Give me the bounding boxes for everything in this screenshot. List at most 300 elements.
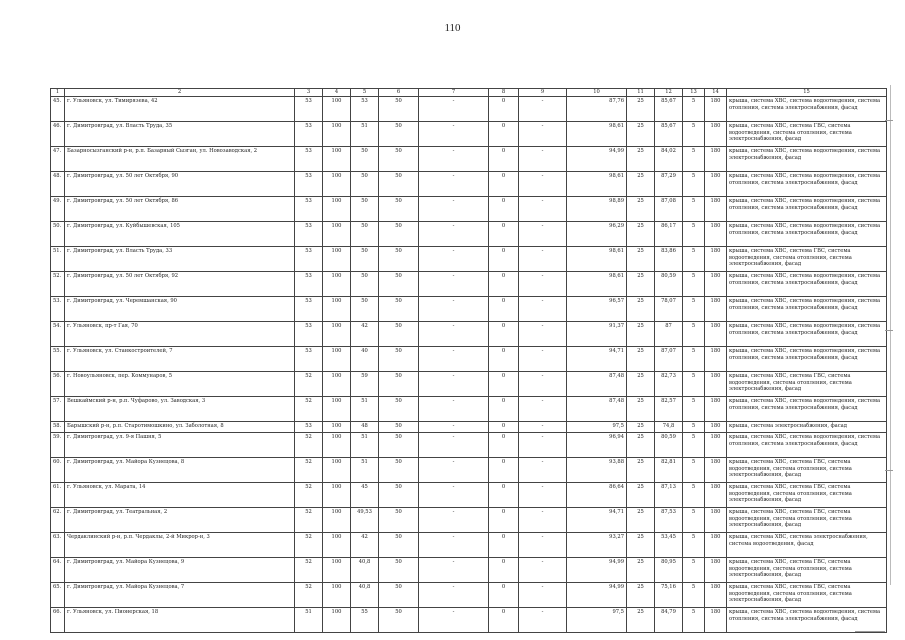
cell-c11: 25 [627, 247, 655, 272]
cell-c5: 40,8 [351, 583, 379, 608]
cell-work: крыша, система ХВС, система водоотведения, система отопления, система электроснабжения, фасад [727, 608, 887, 633]
cell-c13: 5 [683, 372, 705, 397]
cell-c14: 180 [705, 433, 727, 458]
cell-c3: 53 [295, 197, 323, 222]
cell-n: 47. [51, 147, 65, 172]
cell-addr: г. Ульяновск, ул. Пионерская, 18 [65, 608, 295, 633]
cell-c6: 50 [379, 422, 419, 433]
cell-c10: 97,5 [567, 608, 627, 633]
cell-c3: 52 [295, 583, 323, 608]
cell-c12: 84,02 [655, 147, 683, 172]
cell-c13: 5 [683, 122, 705, 147]
cell-n: 52. [51, 272, 65, 297]
cell-c5: 48 [351, 422, 379, 433]
cell-c10: 94,99 [567, 147, 627, 172]
cell-c5: 50 [351, 247, 379, 272]
cell-c4: 100 [323, 197, 351, 222]
cell-c7: - [419, 558, 489, 583]
cell-c10: 94,99 [567, 558, 627, 583]
cell-c12: 87,07 [655, 347, 683, 372]
cell-n: 62. [51, 508, 65, 533]
cell-c4: 100 [323, 533, 351, 558]
cell-c11: 25 [627, 583, 655, 608]
cell-c6: 50 [379, 397, 419, 422]
cell-c13: 5 [683, 97, 705, 122]
cell-c14: 180 [705, 222, 727, 247]
cell-c14: 180 [705, 297, 727, 322]
cell-c14: 180 [705, 397, 727, 422]
cell-c4: 100 [323, 147, 351, 172]
margin-mark [885, 330, 893, 331]
cell-c3: 53 [295, 122, 323, 147]
cell-c11: 25 [627, 122, 655, 147]
cell-n: 45. [51, 97, 65, 122]
table-row [51, 608, 887, 633]
cell-c12: 80,95 [655, 558, 683, 583]
cell-c12: 87,08 [655, 197, 683, 222]
cell-c3: 52 [295, 483, 323, 508]
cell-c13: 5 [683, 172, 705, 197]
header-cell: 12 [655, 89, 683, 97]
cell-addr: Базарносызганский р-н, р.п. Базарный Сызган, ул. Новозаводская, 2 [65, 147, 295, 172]
cell-work: крыша, система ХВС, система водоотведения, система отопления, система электроснабжения, фасад [727, 197, 887, 222]
cell-addr: г. Димитровград, ул. Театральная, 2 [65, 508, 295, 533]
cell-work: крыша, система ХВС, система водоотведения, система электроснабжения, фасад [727, 147, 887, 172]
cell-c14: 180 [705, 247, 727, 272]
cell-c12: 87,13 [655, 483, 683, 508]
header-cell: 11 [627, 89, 655, 97]
cell-c9: - [519, 247, 567, 272]
cell-c9: - [519, 347, 567, 372]
cell-c8: 0 [489, 558, 519, 583]
cell-n: 63. [51, 533, 65, 558]
header-cell: 15 [727, 89, 887, 97]
cell-addr: г. Димитровград, ул. Куйбышевская, 105 [65, 222, 295, 247]
cell-c9: - [519, 97, 567, 122]
cell-c14: 180 [705, 122, 727, 147]
header-cell: 5 [351, 89, 379, 97]
cell-c8: 0 [489, 272, 519, 297]
cell-c4: 100 [323, 483, 351, 508]
cell-c12: 82,81 [655, 458, 683, 483]
cell-c14: 180 [705, 372, 727, 397]
cell-addr: г. Ульяновск, ул. Марата, 14 [65, 483, 295, 508]
cell-c13: 5 [683, 347, 705, 372]
table-row [51, 122, 887, 147]
cell-addr: Чердаклинский р-н, р.п. Чердаклы, 2-й Микрор-н, 3 [65, 533, 295, 558]
cell-c10: 94,99 [567, 583, 627, 608]
cell-c11: 25 [627, 172, 655, 197]
cell-n: 57. [51, 397, 65, 422]
cell-c5: 50 [351, 197, 379, 222]
cell-c5: 59 [351, 372, 379, 397]
cell-work: крыша, система электроснабжения, фасад [727, 422, 887, 433]
cell-c10: 87,48 [567, 397, 627, 422]
cell-c13: 5 [683, 297, 705, 322]
table-row [51, 533, 887, 558]
cell-c4: 100 [323, 583, 351, 608]
cell-n: 59. [51, 433, 65, 458]
cell-c14: 180 [705, 558, 727, 583]
cell-n: 50. [51, 222, 65, 247]
cell-work: крыша, система ХВС, система электроснабжения, система водоотведения, фасад [727, 533, 887, 558]
cell-c3: 53 [295, 422, 323, 433]
cell-work: крыша, система ХВС, система водоотведения, система отопления, система электроснабжения, фасад [727, 397, 887, 422]
cell-n: 46. [51, 122, 65, 147]
cell-c5: 51 [351, 458, 379, 483]
cell-c9: - [519, 372, 567, 397]
cell-c7: - [419, 272, 489, 297]
cell-c7: - [419, 433, 489, 458]
cell-c11: 25 [627, 197, 655, 222]
header-cell: 7 [419, 89, 489, 97]
cell-n: 60. [51, 458, 65, 483]
cell-c8: 0 [489, 197, 519, 222]
cell-c11: 25 [627, 372, 655, 397]
cell-c3: 52 [295, 433, 323, 458]
cell-c6: 50 [379, 558, 419, 583]
cell-addr: г. Ульяновск, пр-т Гая, 70 [65, 322, 295, 347]
cell-c7: - [419, 222, 489, 247]
cell-c9: - [519, 433, 567, 458]
cell-c10: 97,5 [567, 422, 627, 433]
cell-c5: 42 [351, 322, 379, 347]
cell-c3: 52 [295, 372, 323, 397]
cell-c13: 5 [683, 558, 705, 583]
cell-c3: 53 [295, 147, 323, 172]
cell-c4: 100 [323, 122, 351, 147]
cell-c14: 180 [705, 147, 727, 172]
cell-c4: 100 [323, 458, 351, 483]
cell-c8: 0 [489, 122, 519, 147]
cell-c7: - [419, 422, 489, 433]
cell-addr: г. Димитровград, ул. 9-я Пашня, 5 [65, 433, 295, 458]
cell-c7: - [419, 458, 489, 483]
cell-c4: 100 [323, 222, 351, 247]
cell-c4: 100 [323, 272, 351, 297]
header-cell: 3 [295, 89, 323, 97]
cell-c12: 78,07 [655, 297, 683, 322]
cell-work: крыша, система ХВС, система водоотведения, система отопления, система электроснабжения, фасад [727, 322, 887, 347]
cell-c11: 25 [627, 272, 655, 297]
cell-c11: 25 [627, 533, 655, 558]
table-row [51, 397, 887, 422]
cell-c10: 87,76 [567, 97, 627, 122]
cell-addr: г. Димитровград, ул. Майора Кузнецова, 9 [65, 558, 295, 583]
cell-c5: 42 [351, 533, 379, 558]
cell-c7: - [419, 372, 489, 397]
cell-c11: 25 [627, 422, 655, 433]
cell-c14: 180 [705, 347, 727, 372]
cell-c9: - [519, 458, 567, 483]
cell-c10: 98,61 [567, 247, 627, 272]
table-row [51, 433, 887, 458]
cell-c8: 0 [489, 583, 519, 608]
header-cell: 1 [51, 89, 65, 97]
cell-c8: 0 [489, 458, 519, 483]
cell-c11: 25 [627, 347, 655, 372]
cell-c4: 100 [323, 247, 351, 272]
header-cell: 6 [379, 89, 419, 97]
cell-work: крыша, система ХВС, система водоотведения, система отопления, система электроснабжения, фасад [727, 347, 887, 372]
cell-c9: - [519, 533, 567, 558]
header-cell: 9 [519, 89, 567, 97]
cell-addr: г. Новоульяновск, пер. Коммунаров, 5 [65, 372, 295, 397]
cell-n: 64. [51, 558, 65, 583]
cell-c4: 100 [323, 297, 351, 322]
cell-c5: 50 [351, 147, 379, 172]
table-row [51, 272, 887, 297]
cell-addr: г. Димитровград, ул. 50 лет Октября, 92 [65, 272, 295, 297]
cell-work: крыша, система ХВС, система водоотведения, система отопления, система электроснабжения, фасад [727, 222, 887, 247]
cell-c12: 85,67 [655, 122, 683, 147]
cell-c11: 25 [627, 458, 655, 483]
cell-c6: 50 [379, 172, 419, 197]
cell-c4: 100 [323, 608, 351, 633]
table-row [51, 347, 887, 372]
cell-work: крыша, система ХВС, система водоотведения, система отопления, система электроснабжения, фасад [727, 272, 887, 297]
cell-c11: 25 [627, 97, 655, 122]
cell-c14: 180 [705, 322, 727, 347]
cell-c13: 5 [683, 147, 705, 172]
cell-c13: 5 [683, 583, 705, 608]
cell-work: крыша, система ХВС, система ГВС, система водоотведения, система отопления, система электроснабжения, фасад [727, 508, 887, 533]
cell-c7: - [419, 608, 489, 633]
cell-work: крыша, система ХВС, система водоотведения, система отопления, система электроснабжения, фасад [727, 433, 887, 458]
cell-c13: 5 [683, 322, 705, 347]
cell-c10: 96,94 [567, 433, 627, 458]
cell-n: 49. [51, 197, 65, 222]
cell-c8: 0 [489, 222, 519, 247]
cell-c14: 180 [705, 508, 727, 533]
cell-addr: г. Ульяновск, ул. Тимирязева, 42 [65, 97, 295, 122]
cell-c6: 50 [379, 222, 419, 247]
cell-c9: - [519, 558, 567, 583]
cell-c14: 180 [705, 483, 727, 508]
cell-c4: 100 [323, 97, 351, 122]
cell-c9: - [519, 297, 567, 322]
cell-c13: 5 [683, 272, 705, 297]
cell-c14: 180 [705, 172, 727, 197]
cell-c12: 85,67 [655, 97, 683, 122]
cell-n: 51. [51, 247, 65, 272]
cell-c8: 0 [489, 433, 519, 458]
cell-addr: Барышский р-н, р.п. Старотимошкино, ул. Заболотная, 8 [65, 422, 295, 433]
cell-c4: 100 [323, 322, 351, 347]
cell-c14: 180 [705, 272, 727, 297]
cell-c3: 53 [295, 172, 323, 197]
cell-c5: 50 [351, 222, 379, 247]
cell-addr: Вешкаймский р-н, р.п. Чуфарово, ул. Заводская, 3 [65, 397, 295, 422]
cell-c7: - [419, 397, 489, 422]
table-row [51, 558, 887, 583]
header-cell: 13 [683, 89, 705, 97]
cell-c6: 50 [379, 297, 419, 322]
cell-c10: 91,37 [567, 322, 627, 347]
cell-c12: 83,86 [655, 247, 683, 272]
cell-c8: 0 [489, 347, 519, 372]
cell-c12: 86,17 [655, 222, 683, 247]
header-row [51, 89, 887, 97]
cell-c10: 93,88 [567, 458, 627, 483]
cell-c4: 100 [323, 508, 351, 533]
table-row [51, 583, 887, 608]
cell-c5: 51 [351, 397, 379, 422]
cell-c12: 87,29 [655, 172, 683, 197]
cell-c6: 50 [379, 347, 419, 372]
cell-c11: 25 [627, 222, 655, 247]
header-cell: 8 [489, 89, 519, 97]
cell-c8: 0 [489, 172, 519, 197]
cell-c7: - [419, 197, 489, 222]
cell-c12: 80,59 [655, 272, 683, 297]
cell-c11: 25 [627, 322, 655, 347]
cell-c4: 100 [323, 397, 351, 422]
cell-c14: 180 [705, 97, 727, 122]
cell-c12: 84,79 [655, 608, 683, 633]
cell-c14: 180 [705, 608, 727, 633]
cell-c7: - [419, 508, 489, 533]
cell-c11: 25 [627, 297, 655, 322]
cell-n: 55. [51, 347, 65, 372]
cell-c10: 94,71 [567, 508, 627, 533]
cell-c4: 100 [323, 372, 351, 397]
cell-work: крыша, система ХВС, система водоотведения, система отопления, система электроснабжения, фасад [727, 97, 887, 122]
cell-c10: 98,61 [567, 272, 627, 297]
cell-c4: 100 [323, 422, 351, 433]
cell-c4: 100 [323, 433, 351, 458]
table-body [51, 89, 887, 633]
cell-c10: 96,57 [567, 297, 627, 322]
cell-c5: 40,8 [351, 558, 379, 583]
cell-c3: 52 [295, 558, 323, 583]
table-row [51, 422, 887, 433]
cell-c5: 50 [351, 272, 379, 297]
cell-c9: - [519, 322, 567, 347]
cell-c14: 180 [705, 583, 727, 608]
cell-c7: - [419, 533, 489, 558]
cell-c5: 50 [351, 172, 379, 197]
cell-c13: 5 [683, 422, 705, 433]
cell-c3: 53 [295, 272, 323, 297]
cell-c8: 0 [489, 247, 519, 272]
cell-c9: - [519, 147, 567, 172]
cell-work: крыша, система ХВС, система ГВС, система водоотведения, система отопления, система электроснабжения, фасад [727, 483, 887, 508]
cell-n: 58. [51, 422, 65, 433]
cell-c11: 25 [627, 508, 655, 533]
cell-c12: 53,45 [655, 533, 683, 558]
cell-c10: 86,64 [567, 483, 627, 508]
cell-c6: 50 [379, 583, 419, 608]
cell-c9: - [519, 583, 567, 608]
cell-c10: 98,89 [567, 197, 627, 222]
cell-c3: 53 [295, 97, 323, 122]
cell-c9: - [519, 508, 567, 533]
cell-c10: 98,61 [567, 122, 627, 147]
cell-c12: 82,57 [655, 397, 683, 422]
cell-c5: 55 [351, 608, 379, 633]
cell-c7: - [419, 347, 489, 372]
cell-c13: 5 [683, 458, 705, 483]
table-row [51, 508, 887, 533]
margin-mark [885, 120, 893, 121]
cell-work: крыша, система ХВС, система ГВС, система водоотведения, система отопления, система электроснабжения, фасад [727, 558, 887, 583]
cell-c8: 0 [489, 608, 519, 633]
cell-addr: г. Димитровград, ул. 50 лет Октября, 86 [65, 197, 295, 222]
cell-c13: 5 [683, 222, 705, 247]
cell-c4: 100 [323, 172, 351, 197]
cell-c9: - [519, 172, 567, 197]
header-cell: 10 [567, 89, 627, 97]
cell-c9: - [519, 122, 567, 147]
cell-c14: 180 [705, 458, 727, 483]
cell-c10: 93,27 [567, 533, 627, 558]
cell-c6: 50 [379, 247, 419, 272]
table-row [51, 222, 887, 247]
table-row [51, 97, 887, 122]
cell-c8: 0 [489, 533, 519, 558]
cell-c6: 50 [379, 508, 419, 533]
cell-c10: 87,48 [567, 372, 627, 397]
cell-c8: 0 [489, 322, 519, 347]
register-table [50, 88, 887, 633]
cell-c9: - [519, 397, 567, 422]
cell-c11: 25 [627, 147, 655, 172]
cell-c3: 52 [295, 533, 323, 558]
cell-c7: - [419, 172, 489, 197]
cell-c7: - [419, 583, 489, 608]
cell-c3: 51 [295, 608, 323, 633]
cell-c8: 0 [489, 372, 519, 397]
cell-c8: 0 [489, 422, 519, 433]
cell-n: 56. [51, 372, 65, 397]
cell-c9: - [519, 483, 567, 508]
cell-c7: - [419, 247, 489, 272]
cell-work: крыша, система ХВС, система водоотведения, система отопления, система электроснабжения, фасад [727, 297, 887, 322]
cell-c7: - [419, 147, 489, 172]
cell-work: крыша, система ХВС, система ГВС, система водоотведения, система отопления, система электроснабжения, фасад [727, 122, 887, 147]
cell-n: 48. [51, 172, 65, 197]
cell-c6: 50 [379, 433, 419, 458]
cell-work: крыша, система ХВС, система водоотведения, система отопления, система электроснабжения, фасад [727, 172, 887, 197]
cell-c5: 49,53 [351, 508, 379, 533]
cell-c9: - [519, 608, 567, 633]
table-row [51, 372, 887, 397]
cell-work: крыша, система ХВС, система ГВС, система водоотведения, система отопления, система электроснабжения, фасад [727, 458, 887, 483]
table-row [51, 197, 887, 222]
cell-c5: 50 [351, 297, 379, 322]
cell-c7: - [419, 297, 489, 322]
cell-addr: г. Димитровград, ул. Майора Кузнецова, 8 [65, 458, 295, 483]
header-cell: 4 [323, 89, 351, 97]
cell-c3: 52 [295, 508, 323, 533]
cell-c6: 50 [379, 197, 419, 222]
cell-c6: 50 [379, 372, 419, 397]
cell-c3: 52 [295, 458, 323, 483]
cell-addr: г. Димитровград, ул. Майора Кузнецова, 7 [65, 583, 295, 608]
cell-c6: 50 [379, 533, 419, 558]
cell-c8: 0 [489, 483, 519, 508]
cell-c6: 50 [379, 147, 419, 172]
cell-addr: г. Димитровград, ул. Власть Труда, 33 [65, 247, 295, 272]
cell-c3: 53 [295, 247, 323, 272]
table-row [51, 297, 887, 322]
table-row [51, 458, 887, 483]
cell-n: 54. [51, 322, 65, 347]
cell-c6: 50 [379, 122, 419, 147]
cell-c7: - [419, 97, 489, 122]
cell-c13: 5 [683, 197, 705, 222]
